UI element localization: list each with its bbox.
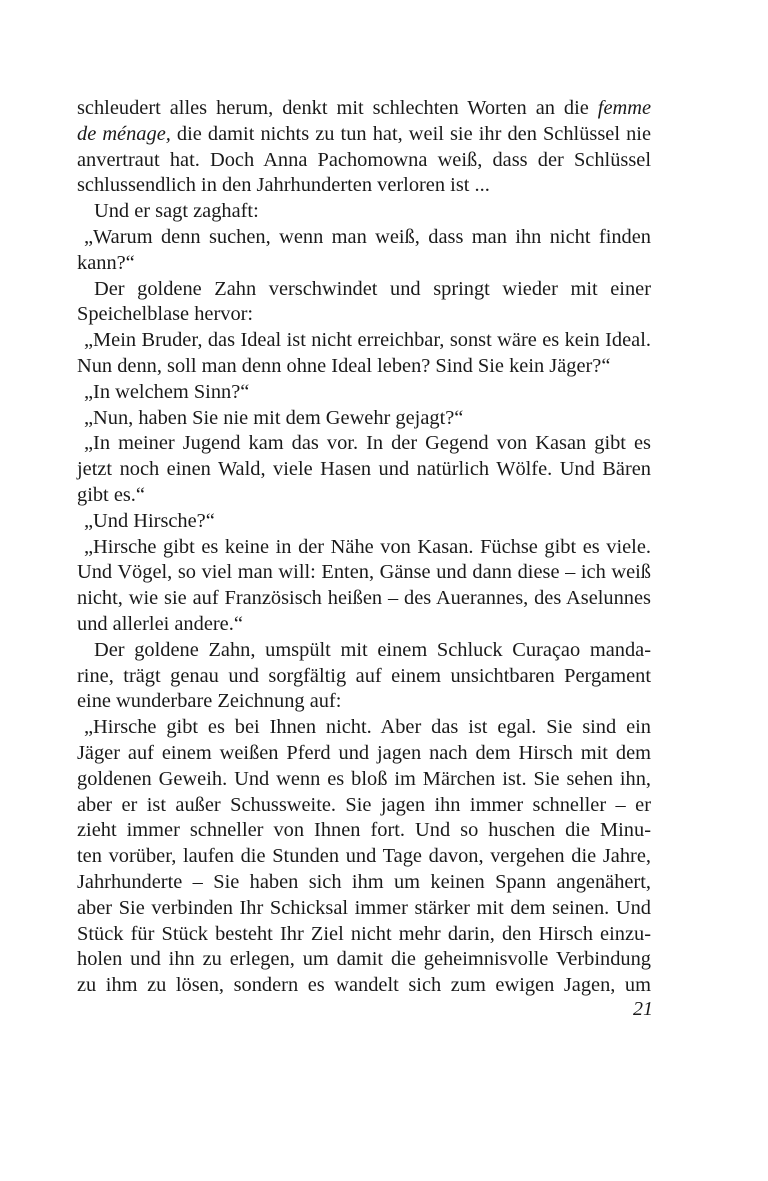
text-line [77, 947, 651, 973]
text-line [77, 302, 651, 328]
text-line [77, 638, 651, 664]
text-segment: „Und Hirsche?“ [84, 509, 215, 532]
text-segment: ten vorüber, laufen die Stunden und Tage davon, vergehen die Jahre, [77, 845, 651, 868]
text-segment: aber er ist außer Schussweite. Sie jagen ihn immer schneller – er [77, 793, 651, 816]
text-segment: „Hirsche gibt es keine in der Nähe von Kasan. Füchse gibt es viele. [84, 535, 651, 558]
text-line [77, 148, 651, 174]
text-line [77, 896, 651, 922]
text-segment: Jahrhunderte – Sie haben sich ihm um keinen Spann angenähert, [77, 870, 651, 893]
text-segment: nicht, wie sie auf Französisch heißen – des Auerannes, des Aselunnes [77, 587, 651, 610]
text-segment: „In meiner Jugend kam das vor. In der Gegend von Kasan gibt es [84, 432, 651, 455]
text-line [77, 586, 651, 612]
text-line [77, 818, 651, 844]
text-segment: schlussendlich in den Jahrhunderten verloren ist ... [77, 174, 490, 197]
text-segment: Speichelblase hervor: [77, 303, 254, 326]
text-line [77, 509, 651, 535]
text-line [77, 354, 651, 380]
text-line [77, 793, 651, 819]
text-segment: „Hirsche gibt es bei Ihnen nicht. Aber das ist egal. Sie sind ein [84, 716, 651, 739]
text-line [77, 483, 651, 509]
text-segment: schleudert alles herum, denkt mit schlechten Worten an die [77, 97, 598, 119]
italic-text-segment: femme [597, 97, 651, 119]
text-segment: aber Sie verbinden Ihr Schicksal immer stärker mit dem seinen. Und [77, 896, 651, 919]
text-line [77, 767, 651, 793]
text-line [77, 741, 651, 767]
text-line [77, 251, 651, 277]
text-line [77, 689, 651, 715]
page-number: 21 [633, 998, 653, 1020]
text-line [77, 199, 651, 225]
text-segment: Der goldene Zahn verschwindet und springt wieder mit einer [94, 277, 651, 300]
text-line [77, 664, 651, 690]
text-line [77, 973, 651, 999]
text-line [77, 560, 651, 586]
text-segment: und allerlei andere.“ [77, 612, 243, 635]
text-line [77, 96, 651, 122]
text-line [77, 535, 651, 561]
text-line [77, 406, 651, 432]
text-segment: goldenen Geweih. Und wenn es bloß im Märchen ist. Sie sehen ihn, [77, 767, 651, 790]
text-segment: gibt es.“ [77, 483, 145, 506]
text-segment: „Nun, haben Sie nie mit dem Gewehr gejagt?“ [84, 406, 464, 429]
text-segment: zu ihm zu lösen, sondern es wandelt sich zum ewigen Jagen, um [77, 974, 651, 997]
text-segment: „Warum denn suchen, wenn man weiß, dass man ihn nicht finden [84, 225, 651, 248]
text-segment: Der goldene Zahn, umspült mit einem Schluck Curaçao manda- [94, 638, 651, 661]
text-segment: holen und ihn zu erlegen, um damit die geheimnisvolle Verbindung [77, 948, 651, 971]
text-segment: Jäger auf einem weißen Pferd und jagen nach dem Hirsch mit dem [77, 741, 651, 764]
text-segment: Und Vögel, so viel man will: Enten, Gänse und dann diese – ich weiß [77, 561, 651, 584]
text-line [77, 173, 651, 199]
text-line [77, 328, 651, 354]
text-segment: anvertraut hat. Doch Anna Pachomowna weiß, dass der Schlüssel [77, 148, 651, 171]
text-segment: Und er sagt zaghaft: [94, 200, 259, 223]
text-segment: eine wunderbare Zeichnung auf: [77, 690, 342, 713]
text-segment: „In welchem Sinn?“ [84, 380, 250, 403]
body-text [77, 96, 651, 999]
text-line [77, 870, 651, 896]
text-line [77, 844, 651, 870]
text-segment: die damit nichts zu tun hat, weil sie ihr den Schlüssel nie [170, 122, 651, 145]
text-line [77, 277, 651, 303]
text-segment: Nun denn, soll man denn ohne Ideal leben? Sind Sie kein Jäger?“ [77, 354, 611, 377]
text-line [77, 457, 651, 483]
text-segment: jetzt noch einen Wald, viele Hasen und natürlich Wölfe. Und Bären [77, 458, 651, 481]
text-segment: „Mein Bruder, das Ideal ist nicht erreichbar, sonst wäre es kein Ideal. [84, 329, 651, 352]
text-line [77, 122, 651, 148]
text-line [77, 431, 651, 457]
text-line [77, 380, 651, 406]
text-segment: zieht immer schneller von Ihnen fort. Und so huschen die Minu- [77, 819, 651, 842]
text-segment: rine, trägt genau und sorgfältig auf einem unsichtbaren Pergament [77, 664, 651, 687]
text-line [77, 922, 651, 948]
text-segment: Stück für Stück besteht Ihr Ziel nicht mehr darin, den Hirsch einzu- [77, 922, 651, 945]
text-line [77, 612, 651, 638]
text-line [77, 225, 651, 251]
text-segment: kann?“ [77, 251, 135, 274]
text-line [77, 715, 651, 741]
italic-text-segment: de ménage, [77, 122, 171, 145]
